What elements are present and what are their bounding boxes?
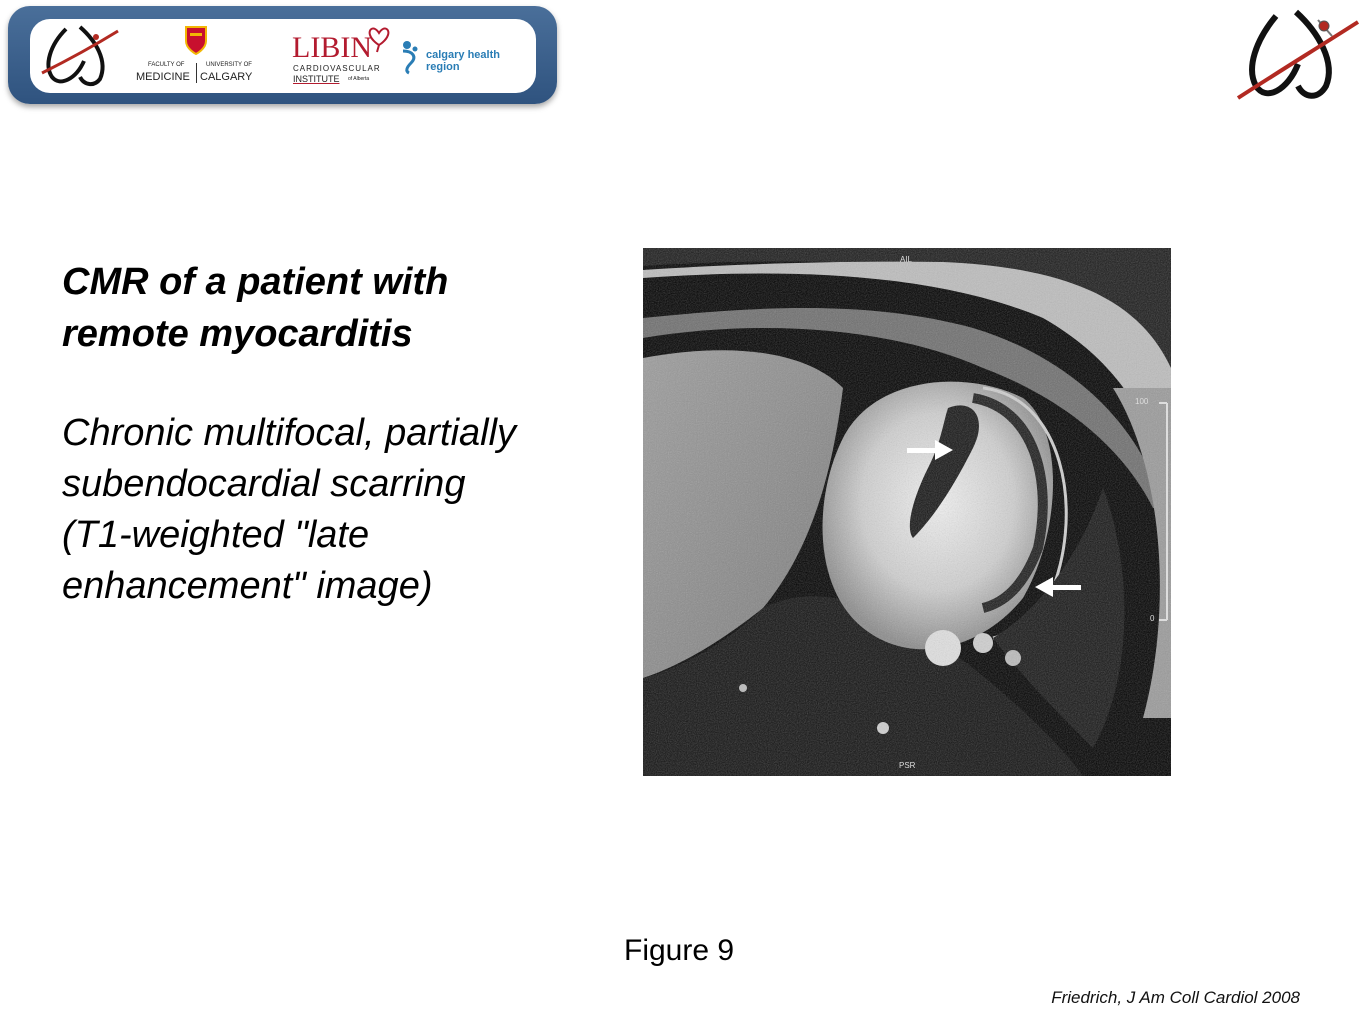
university-text: CALGARY [200,71,253,83]
faculty-small-text: FACULTY OF [148,62,185,68]
scale-label-bottom: 0 [1150,614,1155,623]
scale-label-top: 100 [1135,397,1149,406]
header-banner [8,6,557,104]
chr-figure-icon [399,39,421,75]
chr-text: calgary health region [426,49,500,73]
citation: Friedrich, J Am Coll Cardiol 2008 [1051,988,1300,1007]
heart-icon [368,23,390,53]
mri-label-top: AIL [900,255,913,264]
title-line-2: remote myocarditis [62,313,413,355]
libin-text: LIBIN [292,31,372,64]
cs-logo-large-icon [1232,6,1362,106]
body-line-4: enhancement" image) [62,565,433,607]
logo-divider [196,63,197,83]
mri-image [643,248,1171,776]
body-line-3: (T1-weighted "late [62,514,370,556]
slide-title [62,256,622,360]
slide-body [62,408,622,612]
faculty-text: MEDICINE [136,71,190,83]
libin-sub-text: CARDIOVASCULAR [293,64,381,73]
figure-label: Figure 9 [624,934,735,967]
banner-inner [30,19,536,93]
cs-logo-icon [36,21,122,91]
body-line-2: subendocardial scarring [62,463,466,505]
title-line-1: CMR of a patient with [62,261,449,303]
libin-sub3-text: of Alberta [348,76,370,82]
university-small-text: UNIVERSITY OF [206,62,252,68]
university-crest-icon [184,25,208,55]
libin-sub2-text: INSTITUTE [293,74,340,84]
mri-label-bottom: PSR [899,761,916,770]
body-line-1: Chronic multifocal, partially [62,412,517,454]
